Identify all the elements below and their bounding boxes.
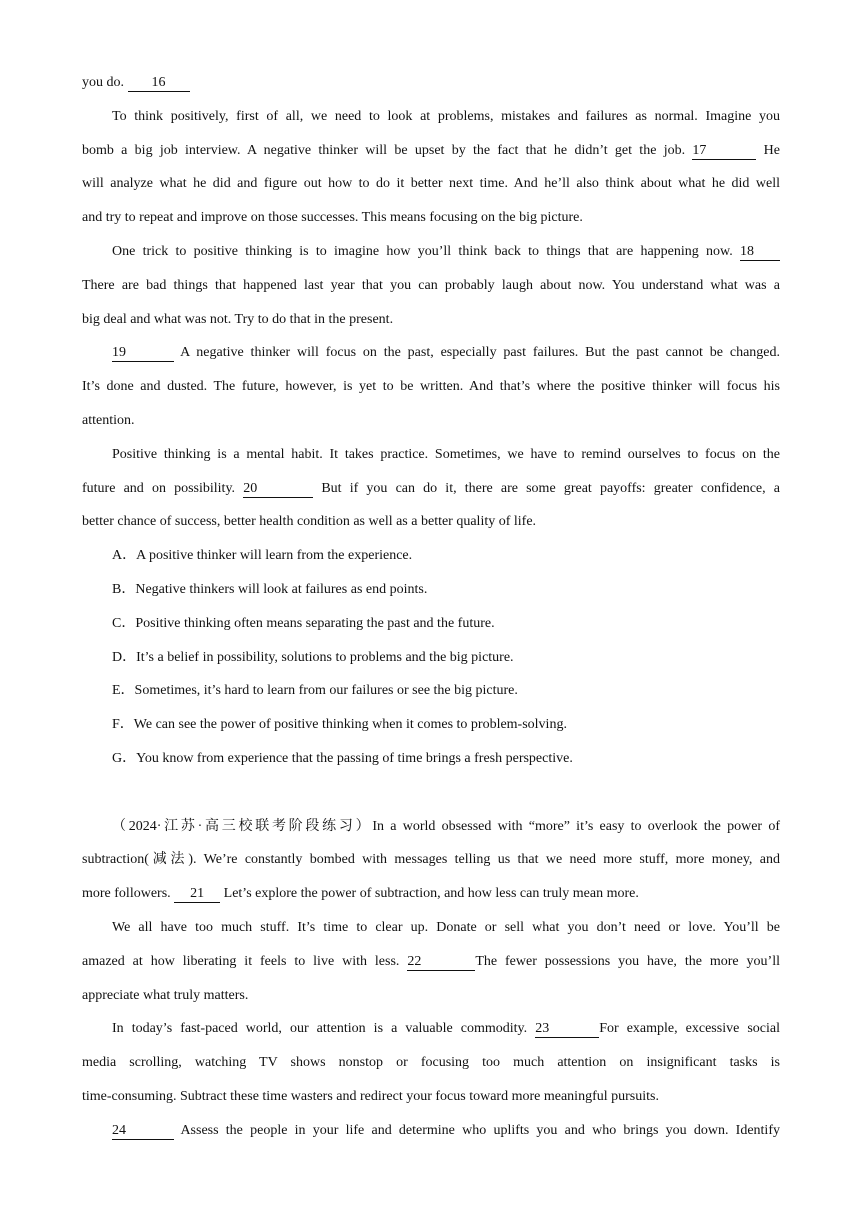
line-text-before-blank: bomb a big job interview. A negative thinker will be upset by the fact that he didn’t get the job. xyxy=(82,142,693,158)
text-line: appreciate what truly matters. xyxy=(82,987,249,1003)
answer-blank[interactable]: 18 xyxy=(740,244,780,261)
text-line: （2024·江苏·高三校联考阶段练习）In a world obsessed with “more” it’s easy to overlook the power of xyxy=(112,818,780,834)
line-text-before-blank: more followers. xyxy=(82,886,175,902)
line-text-after-blank: The fewer possessions you have, the more you’ll xyxy=(475,953,780,969)
text-line: Positive thinking is a mental habit. It takes practice. Sometimes, we have to remind ourselves to focus on the xyxy=(112,446,780,462)
line-text-before-blank: In today’s fast-paced world, our attention is a valuable commodity. xyxy=(112,1021,536,1037)
text-line xyxy=(82,235,780,269)
line-text-after-blank: For example, excessive social xyxy=(599,1021,780,1037)
answer-blank[interactable]: 17 xyxy=(692,143,756,160)
answer-blank[interactable]: 19 xyxy=(112,345,174,362)
line-text-after-blank: Assess the people in your life and determine who uplifts you and who brings you down. Identify xyxy=(174,1122,780,1138)
document-page xyxy=(82,66,780,1148)
text-line: To think positively, first of all, we need to look at problems, mistakes and failures as normal. Imagine you xyxy=(112,108,780,124)
line-text-before-blank: One trick to positive thinking is to imagine how you’ll think back to things that are happening now. xyxy=(112,243,740,259)
text-line: subtraction(减法). We’re constantly bombed with messages telling us that we need more stuff, more money, and xyxy=(82,852,780,868)
option-item: C．Positive thinking often means separating the past and the future. xyxy=(112,615,495,631)
section-gap xyxy=(82,776,780,810)
option-item: A．A positive thinker will learn from the experience. xyxy=(112,548,413,564)
answer-blank[interactable]: 22 xyxy=(407,954,475,971)
option-item: F．We can see the power of positive thinking when it comes to problem-solving. xyxy=(112,717,567,733)
answer-blank[interactable]: 23 xyxy=(535,1021,599,1038)
text-line: It’s done and dusted. The future, however, is yet to be written. And that’s where the positive thinker will focus his xyxy=(82,379,780,395)
answer-options xyxy=(82,539,780,776)
answer-blank[interactable]: 20 xyxy=(243,481,313,498)
text-line: and try to repeat and improve on those successes. This means focusing on the big picture. xyxy=(82,210,583,226)
text-line xyxy=(82,1012,780,1046)
passage-section-21-24 xyxy=(82,810,780,1148)
text-line xyxy=(82,66,780,100)
text-line xyxy=(82,472,780,506)
line-text-after-blank: Let’s explore the power of subtraction, and how less can truly mean more. xyxy=(220,886,639,902)
text-line xyxy=(82,336,780,370)
text-line: attention. xyxy=(82,412,135,428)
text-line: There are bad things that happened last year that you can probably laugh about now. You understand what was a xyxy=(82,277,780,293)
option-item: E．Sometimes, it’s hard to learn from our failures or see the big picture. xyxy=(112,683,518,699)
option-item: D．It’s a belief in possibility, solutions to problems and the big picture. xyxy=(112,649,514,665)
text-line xyxy=(82,1114,780,1148)
passage-section-16-20 xyxy=(82,66,780,539)
text-line: media scrolling, watching TV shows nonstop or focusing too much attention on insignificant tasks is xyxy=(82,1055,780,1071)
answer-blank[interactable]: 16 xyxy=(128,75,190,92)
text-line: will analyze what he did and figure out how to do it better next time. And he’ll also think about what he did well xyxy=(82,176,780,192)
option-item: G．You know from experience that the passing of time brings a fresh perspective. xyxy=(112,750,573,766)
text-line xyxy=(82,134,780,168)
line-text-after-blank: He xyxy=(756,142,781,158)
line-text-after-blank: But if you can do it, there are some great payoffs: greater confidence, a xyxy=(313,480,781,496)
line-text-after-blank: A negative thinker will focus on the past, especially past failures. But the past cannot be changed. xyxy=(174,345,780,361)
text-line: time-consuming. Subtract these time wasters and redirect your focus toward more meaningful pursuits. xyxy=(82,1088,659,1104)
line-text-before-blank: amazed at how liberating it feels to live with less. xyxy=(82,953,408,969)
option-item: B．Negative thinkers will look at failures as end points. xyxy=(112,581,428,597)
line-text-before-blank: you do. xyxy=(82,75,128,90)
text-line xyxy=(82,945,780,979)
line-text-before-blank: future and on possibility. xyxy=(82,480,244,496)
answer-blank[interactable]: 21 xyxy=(174,886,220,903)
text-line: big deal and what was not. Try to do that in the present. xyxy=(82,311,394,327)
text-line xyxy=(82,877,780,911)
text-line: We all have too much stuff. It’s time to clear up. Donate or sell what you don’t need or love. You’ll be xyxy=(112,919,780,935)
answer-blank[interactable]: 24 xyxy=(112,1123,174,1140)
text-line: better chance of success, better health condition as well as a better quality of life. xyxy=(82,514,537,530)
